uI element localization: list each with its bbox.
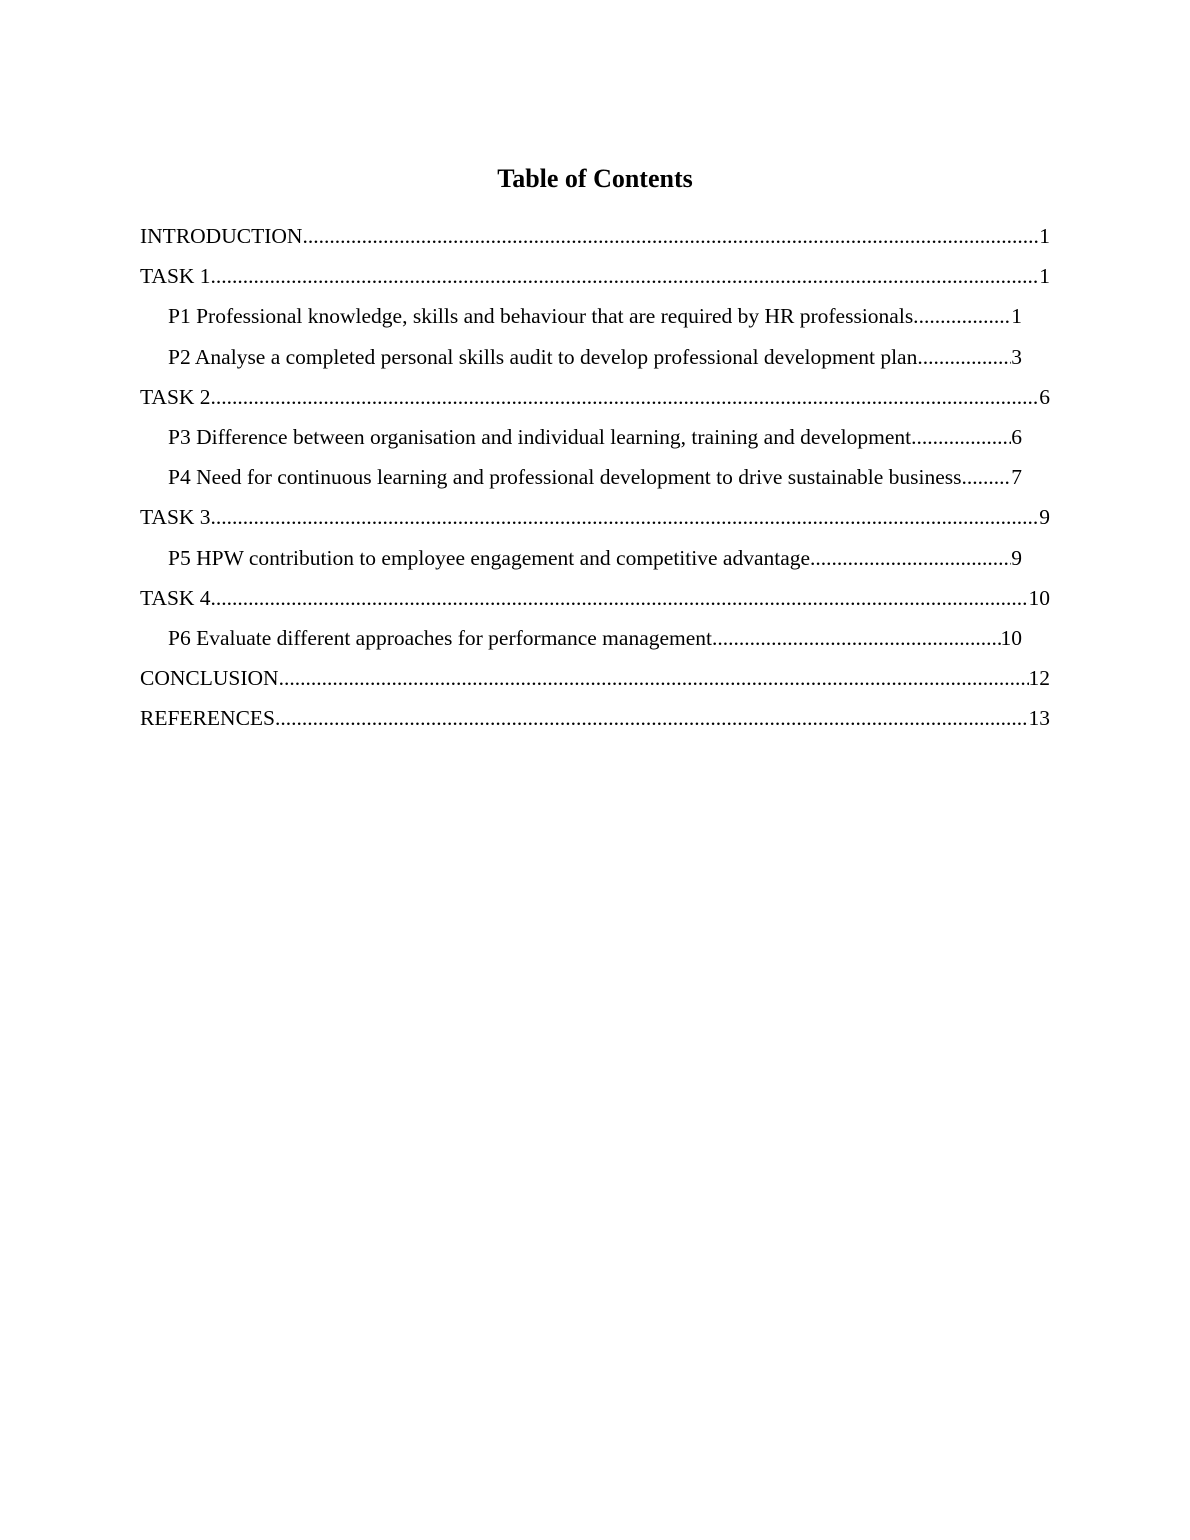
toc-entry-text: TASK 2 bbox=[140, 384, 211, 409]
toc-dot-leader bbox=[810, 542, 1011, 574]
toc-dot-leader bbox=[279, 662, 1029, 694]
toc-entry-task-1[interactable] bbox=[140, 260, 1050, 300]
toc-entry-text: P2 Analyse a completed personal skills audit to develop professional development plan. bbox=[168, 344, 923, 369]
toc-entry-references[interactable] bbox=[140, 702, 1050, 742]
toc-dot-leader bbox=[919, 300, 1012, 332]
toc-page-number: 3 bbox=[1011, 344, 1022, 369]
toc-entry-text: TASK 3 bbox=[140, 505, 211, 530]
toc-dot-leader bbox=[275, 702, 1029, 734]
toc-entry-text: P1 Professional knowledge, skills and behaviour that are required by HR professionals. bbox=[168, 304, 919, 329]
toc-page-number: 1 bbox=[1039, 224, 1050, 248]
toc-page-number: 9 bbox=[1039, 505, 1050, 530]
toc-entry-text: INTRODUCTION bbox=[140, 224, 303, 248]
toc-entry-text: TASK 1 bbox=[140, 264, 211, 289]
toc-entry-text: REFERENCES bbox=[140, 706, 275, 731]
toc-entry-task-2[interactable] bbox=[140, 381, 1050, 421]
toc-entry-p4[interactable] bbox=[140, 461, 1050, 501]
toc-entry-introduction[interactable] bbox=[140, 220, 1050, 260]
toc-page-number: 1 bbox=[1011, 304, 1022, 329]
toc-page-number: 9 bbox=[1011, 545, 1022, 570]
toc-dot-leader bbox=[302, 220, 1039, 252]
toc-entry-p3[interactable] bbox=[140, 421, 1050, 461]
toc-entry-p6[interactable] bbox=[140, 622, 1050, 662]
toc-entry-conclusion[interactable] bbox=[140, 662, 1050, 702]
toc-dot-leader bbox=[967, 461, 1011, 493]
toc-dot-leader bbox=[911, 421, 1011, 453]
toc-page-number: 7 bbox=[1011, 465, 1022, 490]
toc-dot-leader bbox=[712, 622, 1000, 654]
toc-entry-task-3[interactable] bbox=[140, 501, 1050, 541]
toc-entry-p1[interactable] bbox=[140, 300, 1050, 340]
toc-page-number: 10 bbox=[1028, 585, 1050, 610]
toc-entry-text: P6 Evaluate different approaches for performance management bbox=[168, 625, 713, 650]
toc-dot-leader bbox=[211, 381, 1040, 413]
toc-page-number: 13 bbox=[1028, 706, 1050, 731]
toc-page-number: 1 bbox=[1039, 264, 1050, 289]
toc-title: Table of Contents bbox=[497, 164, 693, 193]
toc-entry-text: P5 HPW contribution to employee engagement and competitive advantage bbox=[168, 545, 811, 570]
toc-list bbox=[140, 220, 1050, 742]
toc-dot-leader bbox=[211, 501, 1040, 533]
toc-entry-text: P4 Need for continuous learning and professional development to drive sustainable business. bbox=[168, 465, 967, 490]
toc-page-number: 6 bbox=[1011, 424, 1022, 449]
toc-entry-task-4[interactable] bbox=[140, 582, 1050, 622]
toc-dot-leader bbox=[923, 341, 1012, 373]
toc-page-number: 10 bbox=[1000, 625, 1022, 650]
toc-entry-text: CONCLUSION bbox=[140, 666, 279, 691]
toc-entry-p5[interactable] bbox=[140, 542, 1050, 582]
toc-entry-p2[interactable] bbox=[140, 341, 1050, 381]
toc-dot-leader bbox=[211, 260, 1040, 292]
toc-entry-text: TASK 4 bbox=[140, 585, 211, 610]
toc-page-number: 6 bbox=[1039, 384, 1050, 409]
toc-page-number: 12 bbox=[1028, 666, 1050, 691]
toc-dot-leader bbox=[211, 582, 1029, 614]
toc-entry-text: P3 Difference between organisation and individual learning, training and development bbox=[168, 424, 912, 449]
